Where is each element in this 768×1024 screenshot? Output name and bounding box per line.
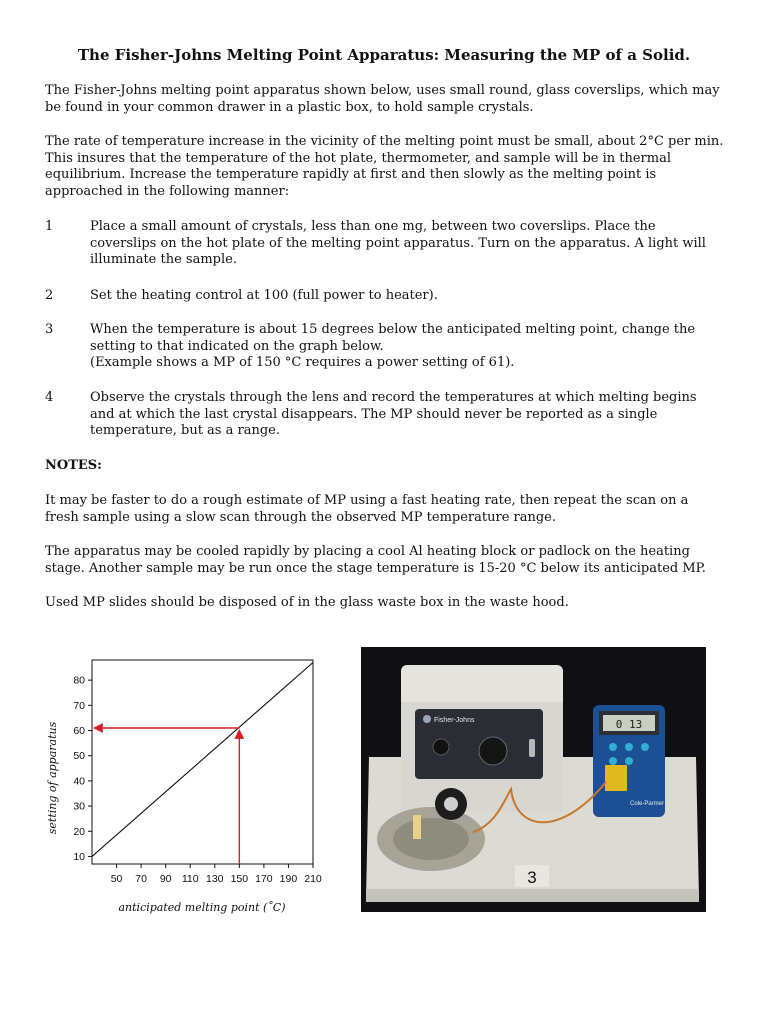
y-tick-label: 80	[73, 674, 85, 687]
apparatus-photo	[361, 647, 706, 912]
probe-connector-icon	[605, 765, 627, 791]
step-1	[45, 219, 725, 269]
x-tick-label: 90	[159, 873, 172, 885]
step-text: Observe the crystals through the lens and record the temperatures at which melting begins and at which the last crystal disappears. The MP should never be reported as a single temperature, but as a range.	[90, 390, 697, 438]
setting-vs-mp-chart	[40, 650, 325, 920]
step-text: Set the heating control at 100 (full power to heater).	[90, 288, 438, 303]
step-example: (Example shows a MP of 150 °C requires a power setting of 61).	[90, 355, 515, 370]
control-box	[401, 665, 563, 707]
step-3	[45, 322, 725, 372]
step-4	[45, 390, 725, 440]
step-number: 1	[45, 219, 54, 234]
x-tick-label: 210	[304, 873, 322, 885]
x-tick-label: 110	[181, 873, 199, 885]
switch-knob-icon	[433, 739, 449, 755]
chart-svg	[40, 650, 325, 920]
x-tick-label: 150	[230, 873, 249, 885]
y-tick-label: 20	[73, 825, 85, 838]
y-tick-label: 50	[73, 750, 85, 763]
x-tick-label: 190	[279, 873, 298, 885]
y-tick-label: 70	[73, 699, 85, 712]
x-tick-label: 130	[206, 873, 224, 885]
x-tick-label: 70	[135, 873, 147, 885]
x-tick-label: 170	[255, 873, 273, 885]
heating-control-knob-icon	[479, 737, 507, 765]
y-tick-label: 10	[73, 850, 85, 863]
x-tick-label: 50	[110, 873, 123, 885]
panel-brand: Fisher-Johns	[434, 717, 475, 724]
x-axis-label: anticipated melting point (˚C)	[118, 901, 286, 914]
page-title: The Fisher-Johns Melting Point Apparatus: Measuring the MP of a Solid.	[77, 46, 691, 64]
apparatus-illustration	[361, 647, 706, 912]
intro-paragraph-2: The rate of temperature increase in the vicinity of the melting point must be small, about 2°C per min. This insures that the temperature of the hot plate, thermometer, and sample will be in thermal equilibrium. Increase the temperature rapidly at first and then slowly as the melting point is approached in the following manner:	[45, 134, 724, 199]
step-number: 2	[45, 288, 54, 303]
step-number: 3	[45, 322, 54, 337]
y-tick-label: 60	[73, 725, 85, 738]
y-tick-label: 40	[73, 775, 85, 788]
plot-frame	[92, 660, 313, 864]
note-2: The apparatus may be cooled rapidly by placing a cool Al heating block or padlock on the heating stage. Another sample may be run once the stage temperature is 15-20 °C below its anticipated MP.	[45, 544, 706, 576]
y-axis-label: setting of apparatus	[46, 721, 59, 835]
intro-paragraph-1: The Fisher-Johns melting point apparatus shown below, uses small round, glass coverslips, which may be found in your common drawer in a plastic box, to hold sample crystals.	[45, 83, 720, 115]
meter-brand: Cole-Parmer	[629, 801, 665, 807]
note-1: It may be faster to do a rough estimate of MP using a fast heating rate, then repeat the scan on a fresh sample using a slow scan through the observed MP temperature range.	[45, 493, 689, 525]
series-line	[92, 663, 313, 857]
toggle-switch-icon	[529, 739, 535, 757]
step-text: Place a small amount of crystals, less than one mg, between two coverslips. Place the coverslips on the hot plate of the melting point apparatus. Turn on the apparatus. A light will illuminate the sample.	[90, 219, 706, 267]
brand-logo-icon	[423, 715, 431, 723]
step-2	[45, 288, 725, 305]
station-number: 3	[527, 868, 537, 887]
step-text: When the temperature is about 15 degrees below the anticipated melting point, change the setting to that indicated on the graph below.	[90, 322, 696, 354]
step-number: 4	[45, 390, 54, 405]
y-tick-label: 30	[73, 800, 85, 813]
notes-heading: NOTES:	[45, 458, 102, 473]
note-3: Used MP slides should be disposed of in the glass waste box in the waste hood.	[45, 595, 569, 610]
meter-reading: 0 13	[615, 718, 643, 731]
